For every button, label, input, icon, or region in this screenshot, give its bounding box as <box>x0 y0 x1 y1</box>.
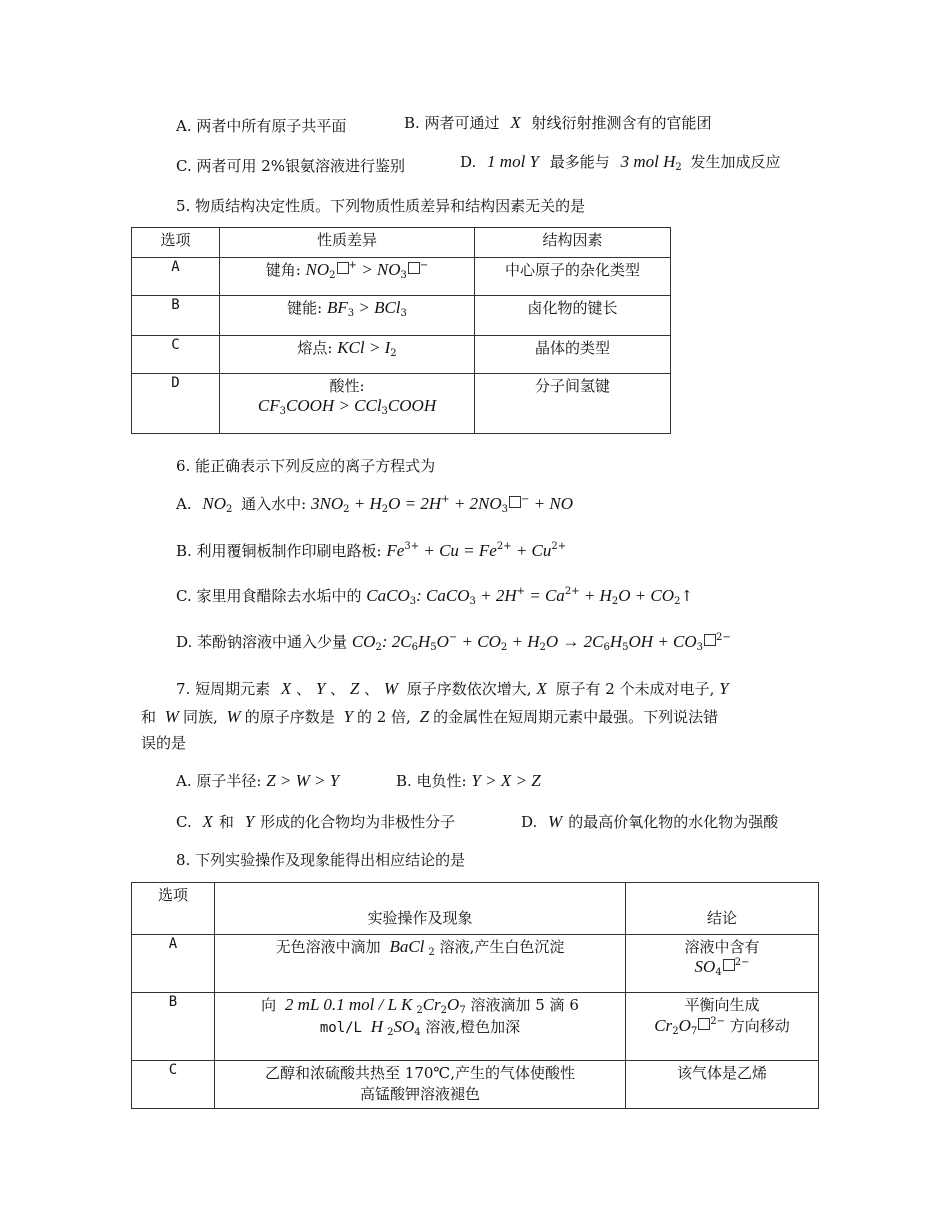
q5-table <box>131 227 671 434</box>
q6-option-c: C. 家里用食醋除去水垢中的 CaCO$_3$: CaCO$_3$ + $2H^+ = Ca^{2+} + H_2O$ + $CO_2↑$ <box>176 586 694 607</box>
q7-option-a: A. 原子半径: Z > W > Y <box>176 771 340 790</box>
q4-option-b: B. 两者可通过 X 射线衍射推测含有的官能团 <box>404 113 712 132</box>
q5-stem: 5. 物质结构决定性质。下列物质性质差异和结构因素无关的是 <box>176 197 586 215</box>
q7-option-d: D. W 的最高价氧化物的水化物为强酸 <box>521 812 779 831</box>
q8-header-operation: 实验操作及现象 <box>215 883 626 935</box>
table-row: C 熔点: KCl > $I_2$ 晶体的类型 <box>132 336 671 374</box>
q8-header-option: 选项 <box>132 883 215 935</box>
table-row: D 酸性: $CF_3COOH$ > CCl$_3$COOH 分子间氢键 <box>132 374 671 434</box>
table-row: A 键角: $NO_2^+ > NO_3^-$ 中心原子的杂化类型 <box>132 258 671 296</box>
table-row: C 乙醇和浓硫酸共热至 170℃,产生的气体使酸性 高锰酸钾溶液褪色 该气体是乙烯 <box>132 1061 819 1109</box>
q6-stem: 6. 能正确表示下列反应的离子方程式为 <box>176 457 436 475</box>
table-row: B 向 2 mL 0.1 mol / L K $_2Cr_2O_7$ 溶液滴加 5 滴 6 mol/L H $_2SO_4$ 溶液,橙色加深 平衡向生成 $Cr_2O_7^{2-}$ 方向移动 <box>132 993 819 1061</box>
q7-stem-line3: 误的是 <box>141 734 187 752</box>
q6-option-b: B. 利用覆铜板制作印刷电路板: $Fe^{3+} + Cu = Fe^{2+} + Cu^{2+}$ <box>176 541 567 560</box>
q7-stem-line1: 7. 短周期元素 X 、 Y 、 Z 、 W 原子序数依次增大, X 原子有 2 个未成对电子, Y <box>176 679 729 698</box>
table-row: A 无色溶液中滴加 BaCl $_2$ 溶液,产生白色沉淀 溶液中含有 $SO_4^{2-}$ <box>132 935 819 993</box>
q7-option-b: B. 电负性: Y > X > Z <box>396 771 541 790</box>
q7-stem-line2: 和 W 同族, W 的原子序数是 Y 的 2 倍, Z 的金属性在短周期元素中最强。下列说法错 <box>141 707 719 726</box>
q4-option-c: C. 两者可用 2%银氨溶液进行鉴别 <box>176 157 406 175</box>
q8-table <box>131 882 819 1109</box>
q8-header-conclusion: 结论 <box>626 883 819 935</box>
q5-header-property: 性质差异 <box>220 228 475 258</box>
q4-option-a: A. 两者中所有原子共平面 <box>176 117 347 135</box>
q6-option-d: D. 苯酚钠溶液中通入少量 $CO_2$: $2C_6H_5O^- + CO_2 + H_2O \to 2C_6H_5OH + CO_3^{2-}$ <box>176 632 731 653</box>
table-row: B 键能: $BF_3 > BCl_3$ 卤化物的键长 <box>132 296 671 336</box>
q7-option-c: C. X 和 Y 形成的化合物均为非极性分子 <box>176 812 456 831</box>
q4-option-d: D. 1 mol Y 最多能与 3 mol $H_2$ 发生加成反应 <box>460 152 781 173</box>
q8-stem: 8. 下列实验操作及现象能得出相应结论的是 <box>176 851 466 869</box>
q6-option-a: A. $NO_2$ 通入水中: $3NO_2 + H_2O = 2H^+ + 2NO_3^-$ + NO <box>176 494 574 515</box>
q5-header-option: 选项 <box>132 228 220 258</box>
q5-header-factor: 结构因素 <box>475 228 671 258</box>
